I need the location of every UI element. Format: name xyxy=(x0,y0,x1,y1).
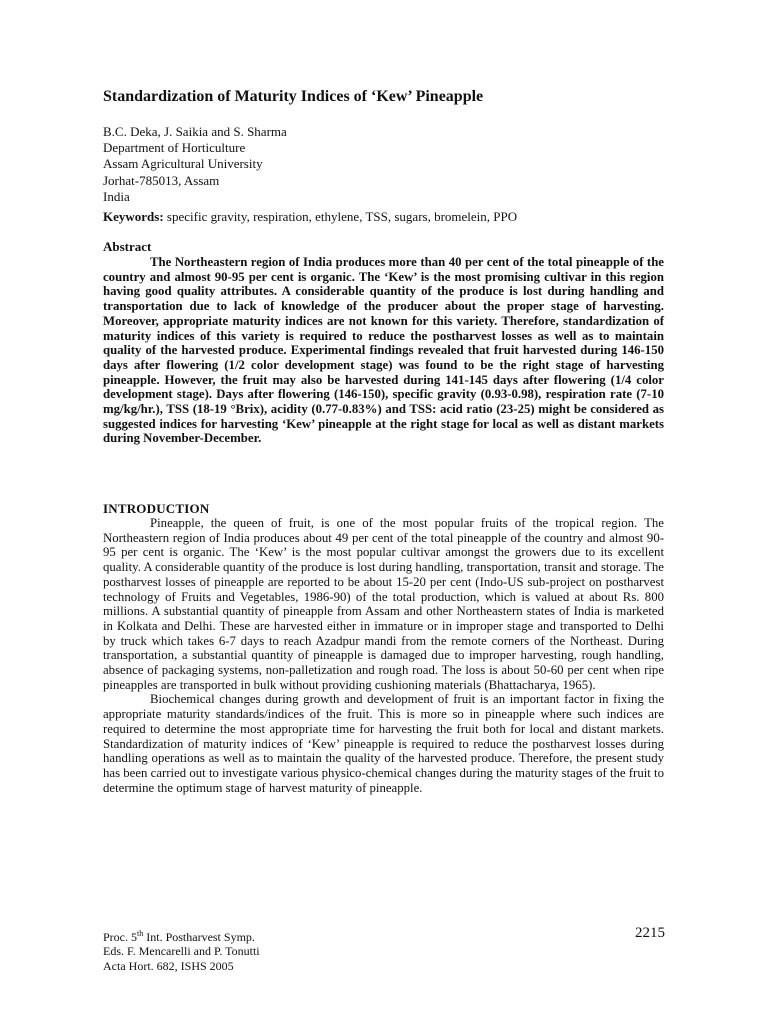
footer-eds-line: Eds. F. Mencarelli and P. Tonutti xyxy=(103,944,260,959)
keywords-text: specific gravity, respiration, ethylene, TSS, sugars, bromelein, PPO xyxy=(163,209,518,224)
keywords-line xyxy=(103,209,664,224)
introduction-paragraph-1: Pineapple, the queen of fruit, is one of the most popular fruits of the tropical region. The Northeastern region of India produces about 49 per cent of the total pineapple of the country and almost 90-95 per cent is organic. The ‘Kew’ is the most popular cultivar amongst the growers due to its excellent quality. A considerable quantity of the produce is lost during handling, transportation, transit and storage. The postharvest losses of pineapple are reported to be about 15-20 per cent (Indo-US sub-project on postharvest technology of Fruits and Vegetables, 1986-90) of the total production, which is valued at about Rs. 800 millions. A substantial quantity of pineapple from Assam and other Northeastern states of India is marketed in Kolkata and Delhi. These are harvested either in immature or in improper stage and transported to Delhi by truck which takes 6-7 days to reach Azadpur mandi from the remote corners of the Northeast. During transportation, a substantial quantity of pineapple is damaged due to improper harvesting, rough handling, absence of packaging systems, non-palletization and rough road. The loss is about 50-60 per cent when ripe pineapples are transported in bulk without providing cushioning materials (Bhattacharya, 1965). xyxy=(103,516,664,692)
footer-proc-pre: Proc. 5 xyxy=(103,930,137,944)
author-affiliation-block xyxy=(103,124,664,205)
page-number: 2215 xyxy=(635,925,665,941)
abstract-section xyxy=(103,255,664,446)
footer-citation-block xyxy=(103,930,503,973)
introduction-heading: INTRODUCTION xyxy=(103,501,210,516)
footer-proc-line xyxy=(103,930,503,944)
affiliation-line: India xyxy=(103,188,130,204)
introduction-section xyxy=(103,516,664,795)
affiliation-line: Department of Horticulture xyxy=(103,140,246,156)
footer-proc-post: Int. Postharvest Symp. xyxy=(143,930,255,944)
authors-line: B.C. Deka, J. Saikia and S. Sharma xyxy=(103,124,287,139)
footer-proc-ordinal: th xyxy=(137,929,144,938)
abstract-heading: Abstract xyxy=(103,239,152,254)
affiliation-line: Jorhat-785013, Assam xyxy=(103,172,220,188)
keywords-label: Keywords: xyxy=(103,209,164,224)
footer-acta-line: Acta Hort. 682, ISHS 2005 xyxy=(103,958,234,973)
page-title: Standardization of Maturity Indices of ‘Kew’ Pineapple xyxy=(103,88,484,105)
affiliation-line: Assam Agricultural University xyxy=(103,156,263,172)
abstract-paragraph: The Northeastern region of India produces more than 40 per cent of the total pineapple of the country and almost 90-95 per cent is organic. The ‘Kew’ is the most promising cultivar in this region having good quality attributes. A considerable quantity of the produce is lost during handling and transportation due to lack of knowledge of the producer about the proper stage of harvesting. Moreover, appropriate maturity indices are not known for this variety. Therefore, standardization of maturity indices of this variety is required to reduce the postharvest losses as well as to maintain quality of the harvested produce. Experimental findings revealed that fruit harvested during 146-150 days after flowering (1/2 color development stage) was found to be the right stage of harvesting pineapple. However, the fruit may also be harvested during 141-145 days after flowering (1/4 color development stage). Days after flowering (146-150), specific gravity (0.93-0.98), respiration rate (7-10 mg/kg/hr.), TSS (18-19 °Brix), acidity (0.77-0.83%) and TSS: acid ratio (23-25) might be considered as suggested indices for harvesting ‘Kew’ pineapple at the right stage for local as well as distant markets during November-December. xyxy=(103,255,664,446)
introduction-paragraph-2: Biochemical changes during growth and development of fruit is an important factor in fixing the appropriate maturity standards/indices of the fruit. This is more so in pineapple where such indices are required to determine the most appropriate time for harvesting the fruit both for local and distant markets. Standardization of maturity indices of ‘Kew’ pineapple is required to reduce the postharvest losses during handling operations as well as to maintain the quality of the harvested produce. Therefore, the present study has been carried out to investigate various physico-chemical changes during the maturity stages of the fruit to determine the optimum stage of harvest maturity of pineapple. xyxy=(103,692,664,795)
